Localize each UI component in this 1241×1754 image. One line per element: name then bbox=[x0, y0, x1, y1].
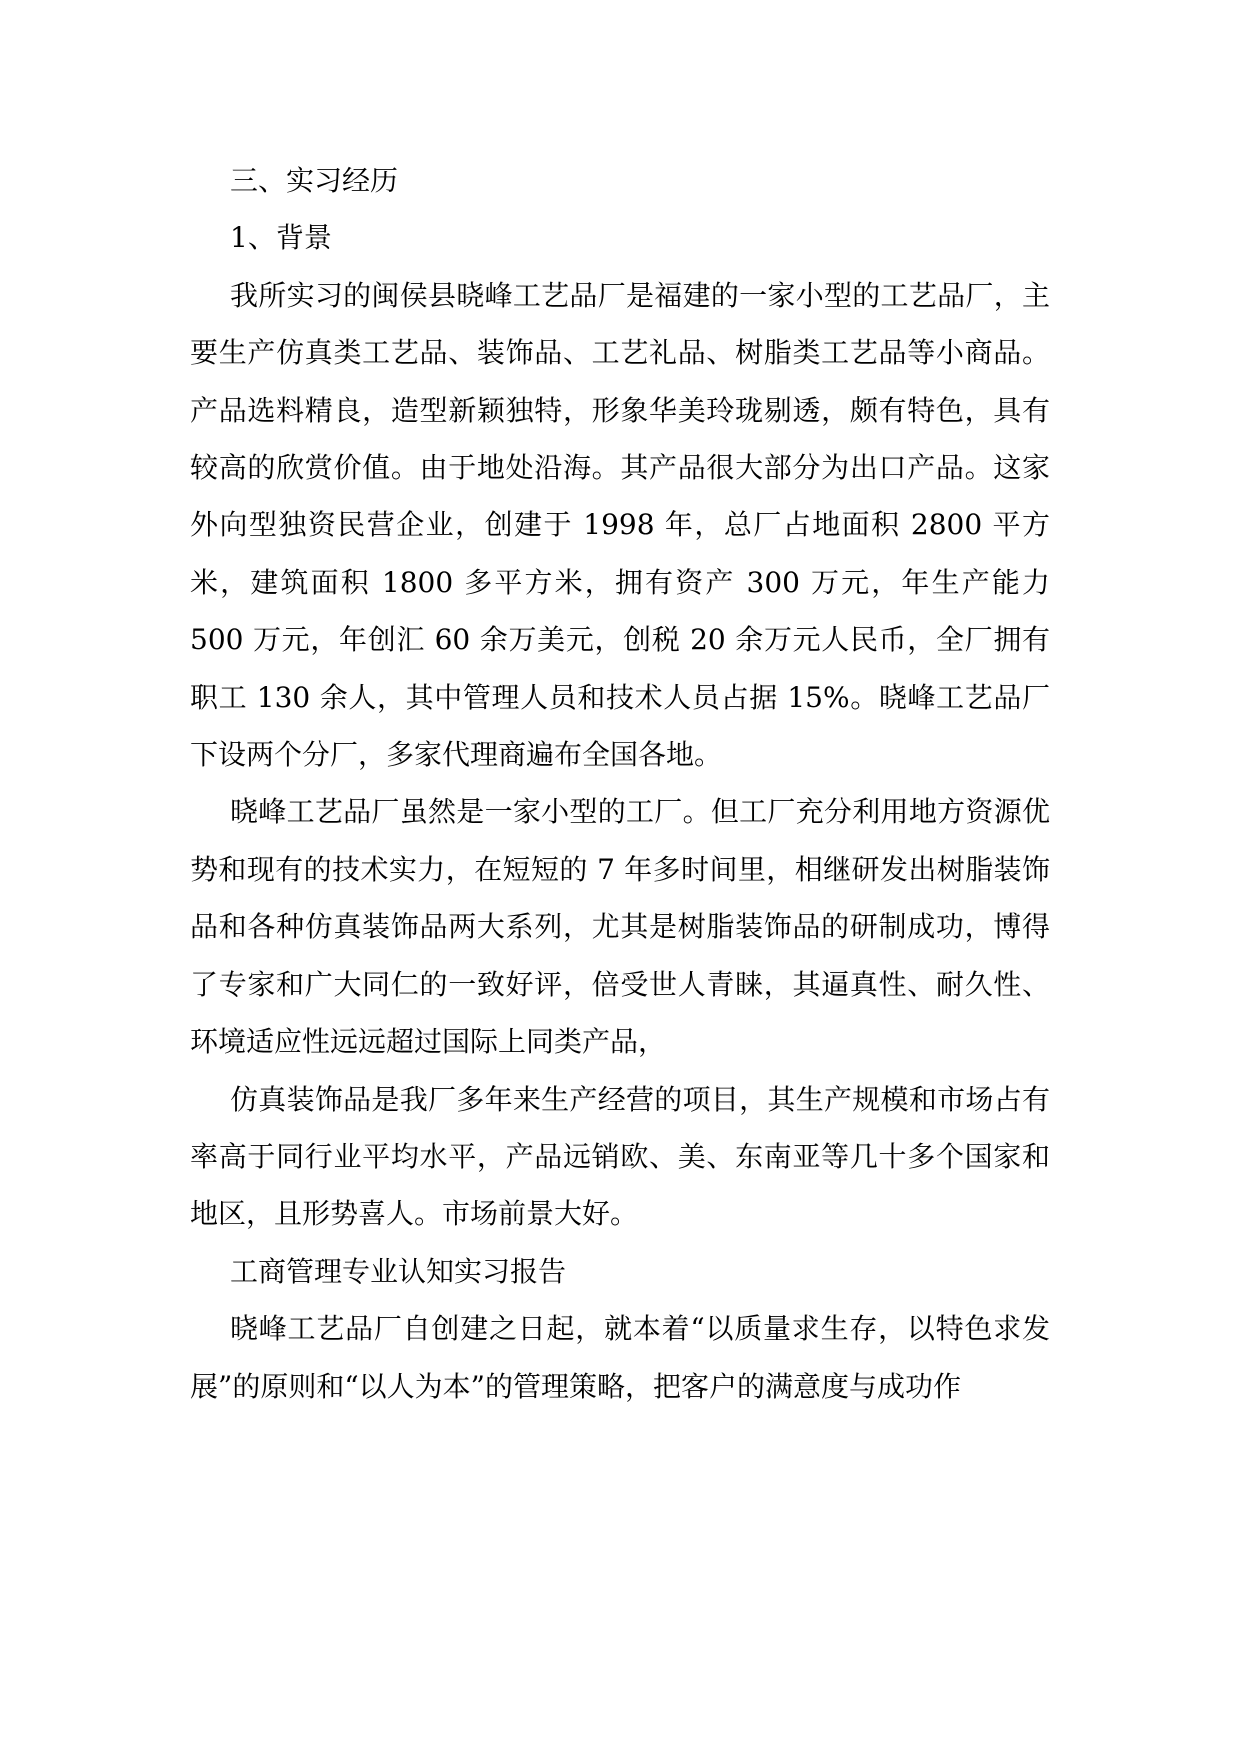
subsection-heading: 1、背景 bbox=[230, 221, 332, 255]
paragraph-market-position: 仿真装饰品是我厂多年来生产经营的项目，其生产规模和市场占有率高于同行业平均水平，产品远销欧、美、东南亚等几十多个国家和地区，且形势喜人。市场前景大好。 bbox=[190, 1082, 1050, 1231]
section-heading: 三、实习经历 bbox=[230, 164, 399, 197]
inline-report-title: 工商管理专业认知实习报告 bbox=[230, 1254, 567, 1288]
paragraph-product-development: 晓峰工艺品厂虽然是一家小型的工厂。但工厂充分利用地方资源优势和现有的技术实力，在短短的 7 年多时间里，相继研发出树脂装饰品和各种仿真装饰品两大系列，尤其是树脂装饰品的研制成功，博得了专家和广大同仁的一致好评，倍受世人青睐，其逼真性、耐久性、环境适应性远远超过国际上同类产品， bbox=[190, 795, 1050, 1059]
document-body bbox=[190, 152, 1050, 1415]
paragraph-management-principles: 晓峰工艺品厂自创建之日起，就本着“以质量求生存，以特色求发展”的原则和“以人为本”的管理策略，把客户的满意度与成功作 bbox=[190, 1312, 1050, 1403]
paragraph-company-background: 我所实习的闽侯县晓峰工艺品厂是福建的一家小型的工艺品厂，主要生产仿真类工艺品、装饰品、工艺礼品、树脂类工艺品等小商品。产品选料精良，造型新颖独特，形象华美玲珑剔透，颇有特色，具有较高的欣赏价值。由于地处沿海。其产品很大部分为出口产品。这家外向型独资民营企业，创建于 1998 年，总厂占地面积 2800 平方米，建筑面积 1800 多平方米，拥有资产 300 万元，年生产能力 500 万元，年创汇 60 余万美元，创税 20 余万元人民币，全厂拥有职工 130 余人，其中管理人员和技术人员占据 15%。晓峰工艺品厂下设两个分厂，多家代理商遍布全国各地。 bbox=[190, 278, 1050, 772]
